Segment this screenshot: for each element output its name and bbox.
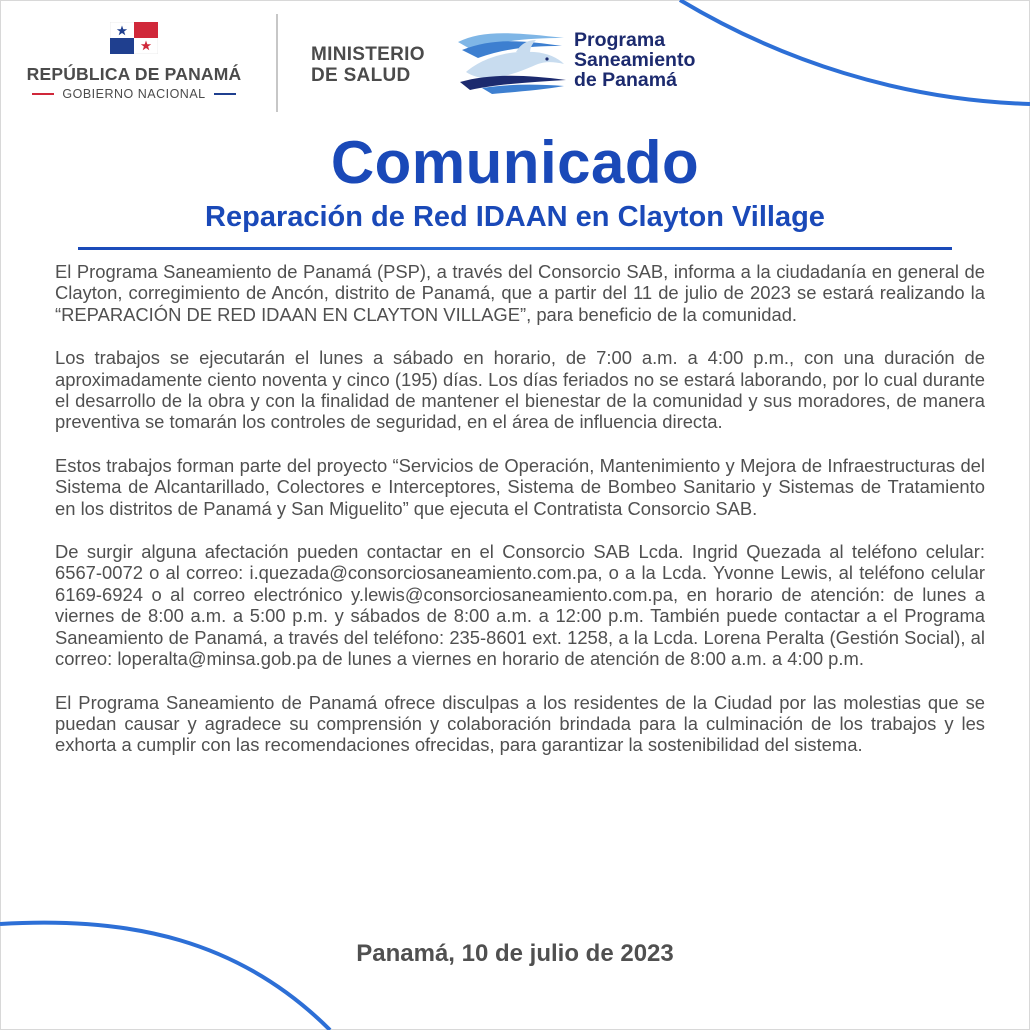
blue-rule bbox=[214, 93, 236, 95]
panama-flag-icon bbox=[110, 22, 158, 54]
paragraph-schedule: Los trabajos se ejecutarán el lunes a sábado en horario, de 7:00 a.m. a 4:00 p.m., con una duración de aproximadamente ciento noventa y cinco (195) días. Los días feriados no se estará laborando, por lo cual durante el desarrollo de la obra y con la finalidad de mantener el bienestar de la comunidad y sus moradores, de manera preventiva se tomarán los controles de seguridad, en el área de influencia directa. bbox=[55, 347, 985, 433]
program-line-1: Programa bbox=[574, 29, 666, 51]
program-line-2: Saneamiento bbox=[574, 49, 696, 71]
red-rule bbox=[32, 93, 54, 95]
program-name bbox=[574, 30, 695, 90]
paragraph-project: Estos trabajos forman parte del proyecto “Servicios de Operación, Mantenimiento y Mejora de Infraestructuras del Sistema de Alcantarillado, Colectores e Interceptores, Sistema de Bombeo Sanitario y Sistemas de Tratamiento en los distritos de Panamá y San Miguelito” que ejecuta el Contratista Consorcio SAB. bbox=[55, 454, 985, 519]
government-subtitle bbox=[14, 87, 254, 101]
paragraph-intro: El Programa Saneamiento de Panamá (PSP), a través del Consorcio SAB, informa a la ciudadanía en general de Clayton, corregimiento de Ancón, distrito de Panamá, que a partir del 11 de julio de 2023 se estará realizando la “REPARACIÓN DE RED IDAAN EN CLAYTON VILLAGE”, para beneficio de la comunidad. bbox=[55, 261, 985, 325]
government-subtitle-text: GOBIERNO NACIONAL bbox=[62, 87, 206, 101]
page-title: Comunicado bbox=[330, 129, 700, 196]
program-line-3: de Panamá bbox=[574, 69, 677, 91]
government-logo-block bbox=[14, 22, 254, 101]
paragraph-contacts: De surgir alguna afectación pueden contactar en el Consorcio SAB Lcda. Ingrid Quezada al teléfono celular: 6567-0072 o al correo: i.quezada@consorciosaneamiento.com.pa, o a la Lcda. Yvonne Lewis, al teléfono celular 6169-6924 o al correo electrónico y.lewis@consorciosaneamiento.com.pa, en horario de atención: de lunes a viernes de 8:00 a.m. a 5:00 p.m. y sábados de 8:00 a.m. a 12:00 p.m. También puede contactar a el Programa Saneamiento de Panamá, a través del teléfono: 235-8601 ext. 1258, a la Lcda. Lorena Peralta (Gestión Social), al correo: loperalta@minsa.gob.pa de lunes a viernes en horario de atención de 8:00 a.m. a 4:00 p.m. bbox=[55, 541, 985, 670]
issue-date: Panamá, 10 de julio de 2023 bbox=[356, 940, 674, 967]
psp-dolphin-logo bbox=[452, 28, 570, 94]
ministry-name bbox=[311, 44, 425, 86]
communique-body bbox=[55, 261, 985, 778]
page-subtitle: Reparación de Red IDAAN en Clayton Village bbox=[205, 201, 825, 233]
government-name: REPÚBLICA DE PANAMÁ bbox=[26, 64, 242, 84]
title-underline bbox=[78, 247, 952, 250]
header-divider bbox=[276, 14, 278, 112]
paragraph-apology: El Programa Saneamiento de Panamá ofrece disculpas a los residentes de la Ciudad por las molestias que se puedan causar y agradece su comprensión y colaboración brindada para la culminación de los trabajos y les exhorta a cumplir con las recomendaciones ofrecidas, para garantizar la sostenibilidad del sistema. bbox=[55, 691, 985, 756]
ministry-line-2: DE SALUD bbox=[311, 65, 411, 86]
ministry-line-1: MINISTERIO bbox=[311, 44, 425, 65]
